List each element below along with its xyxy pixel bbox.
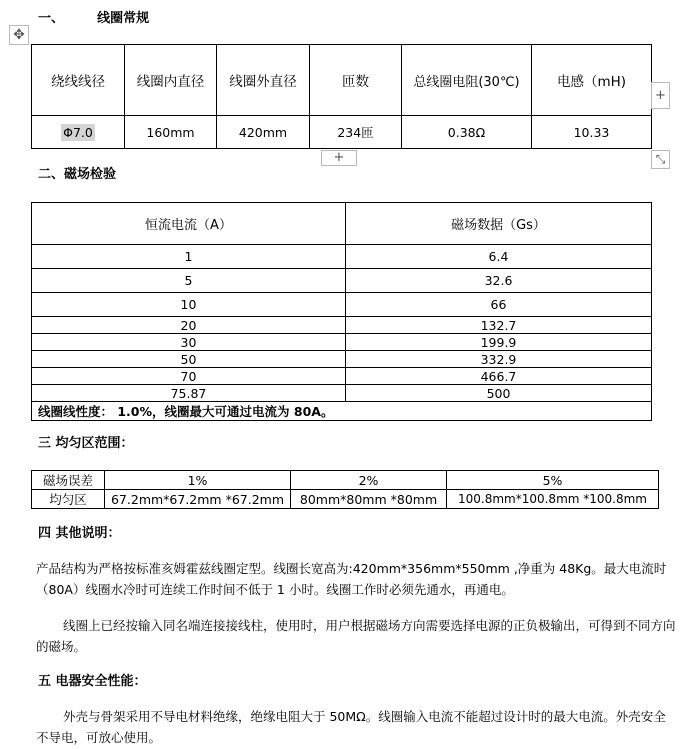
section-1-heading (38, 11, 149, 27)
table-resize-handle-icon[interactable]: ⤡ (651, 150, 670, 169)
magnetic-field-table (31, 202, 652, 421)
field-cell[interactable]: 332.9 (346, 351, 652, 368)
field-error-label[interactable]: 磁场误差 (32, 471, 105, 490)
header-current: 恒流电流（A） (32, 203, 346, 245)
field-cell[interactable]: 6.4 (346, 245, 652, 269)
current-cell[interactable]: 5 (32, 269, 346, 293)
header-turns: 匝数 (310, 45, 402, 116)
section-2-heading: 二、磁场检验 (38, 167, 117, 182)
coil-spec-value-row (32, 116, 652, 149)
table-row (32, 368, 652, 385)
current-cell[interactable]: 20 (32, 317, 346, 334)
current-cell[interactable]: 30 (32, 334, 346, 351)
field-cell[interactable]: 132.7 (346, 317, 652, 334)
current-cell[interactable]: 75.87 (32, 385, 346, 402)
region-2pct[interactable]: 80mm*80mm *80mm (291, 490, 447, 509)
current-cell[interactable]: 1 (32, 245, 346, 269)
field-cell[interactable]: 466.7 (346, 368, 652, 385)
header-resistance: 总线圈电阻(30℃) (402, 45, 532, 116)
uniform-region-label[interactable]: 均匀区 (32, 490, 105, 509)
field-footer-row (32, 402, 652, 421)
table-row (32, 269, 652, 293)
value-outer-diameter[interactable]: 420mm (217, 116, 310, 149)
table-row (32, 317, 652, 334)
header-field: 磁场数据（Gs） (346, 203, 652, 245)
field-header-row (32, 203, 652, 245)
add-row-button[interactable]: + (321, 150, 357, 166)
coil-spec-table (31, 44, 652, 149)
section-5-heading: 五 电器安全性能： (38, 674, 147, 689)
section-4-paragraph-2: 线圈上已经按输入同名端连接接线柱，使用时，用户根据磁场方向需要选择电源的正负极输出，可得到不同方向的磁场。 (36, 618, 676, 654)
current-cell[interactable]: 50 (32, 351, 346, 368)
header-wire-diameter: 绕线线径 (32, 45, 125, 116)
section-4-heading: 四 其他说明： (38, 526, 121, 541)
field-cell[interactable]: 199.9 (346, 334, 652, 351)
header-outer-diameter: 线圈外直径 (217, 45, 310, 116)
uniform-region-table (31, 470, 659, 509)
section-5-paragraph-1: 外壳与骨架采用不导电材料绝缘，绝缘电阻大于 50MΩ。线圈输入电流不能超过设计时的最大电流。外壳安全不导电，可放心使用。 (36, 709, 666, 745)
linearity-note[interactable]: 线圈线性度： 1.0%，线圈最大可通过电流为 80A。 (32, 402, 652, 421)
current-cell[interactable]: 10 (32, 293, 346, 317)
section-1-title: 线圈常规 (97, 11, 150, 26)
value-turns[interactable]: 234匝 (310, 116, 402, 149)
header-inductance: 电感（mH) (532, 45, 652, 116)
table-row (32, 293, 652, 317)
section-1-number: 一、 (38, 11, 65, 26)
table-move-handle-icon[interactable]: ✥ (9, 25, 29, 45)
error-2pct[interactable]: 2% (291, 471, 447, 490)
add-column-button[interactable]: + (651, 82, 670, 109)
field-cell[interactable]: 500 (346, 385, 652, 402)
table-row (32, 471, 659, 490)
header-inner-diameter: 线圈内直径 (125, 45, 217, 116)
table-row (32, 351, 652, 368)
table-row (32, 490, 659, 509)
coil-spec-header-row (32, 45, 652, 116)
section-4-paragraph-1: 产品结构为严格按标准亥姆霍兹线圈定型。线圈长宽高为:420mm*356mm*550mm ,净重为 48Kg。最大电流时（80A）线圈水冷时可连续工作时间不低于 1 小时。线圈工作时必须先通水，再通电。 (36, 561, 667, 597)
table-row (32, 385, 652, 402)
value-inductance[interactable]: 10.33 (532, 116, 652, 149)
current-cell[interactable]: 70 (32, 368, 346, 385)
value-resistance[interactable]: 0.38Ω (402, 116, 532, 149)
field-cell[interactable]: 32.6 (346, 269, 652, 293)
region-1pct[interactable]: 67.2mm*67.2mm *67.2mm (105, 490, 291, 509)
table-row (32, 334, 652, 351)
error-1pct[interactable]: 1% (105, 471, 291, 490)
section-3-heading: 三 均匀区范围： (38, 436, 134, 451)
field-cell[interactable]: 66 (346, 293, 652, 317)
value-inner-diameter[interactable]: 160mm (125, 116, 217, 149)
table-row (32, 245, 652, 269)
error-5pct[interactable]: 5% (447, 471, 659, 490)
region-5pct[interactable]: 100.8mm*100.8mm *100.8mm (447, 490, 659, 509)
value-wire-diameter-cell[interactable] (32, 116, 125, 149)
value-wire-diameter[interactable]: Φ7.0 (63, 124, 93, 140)
